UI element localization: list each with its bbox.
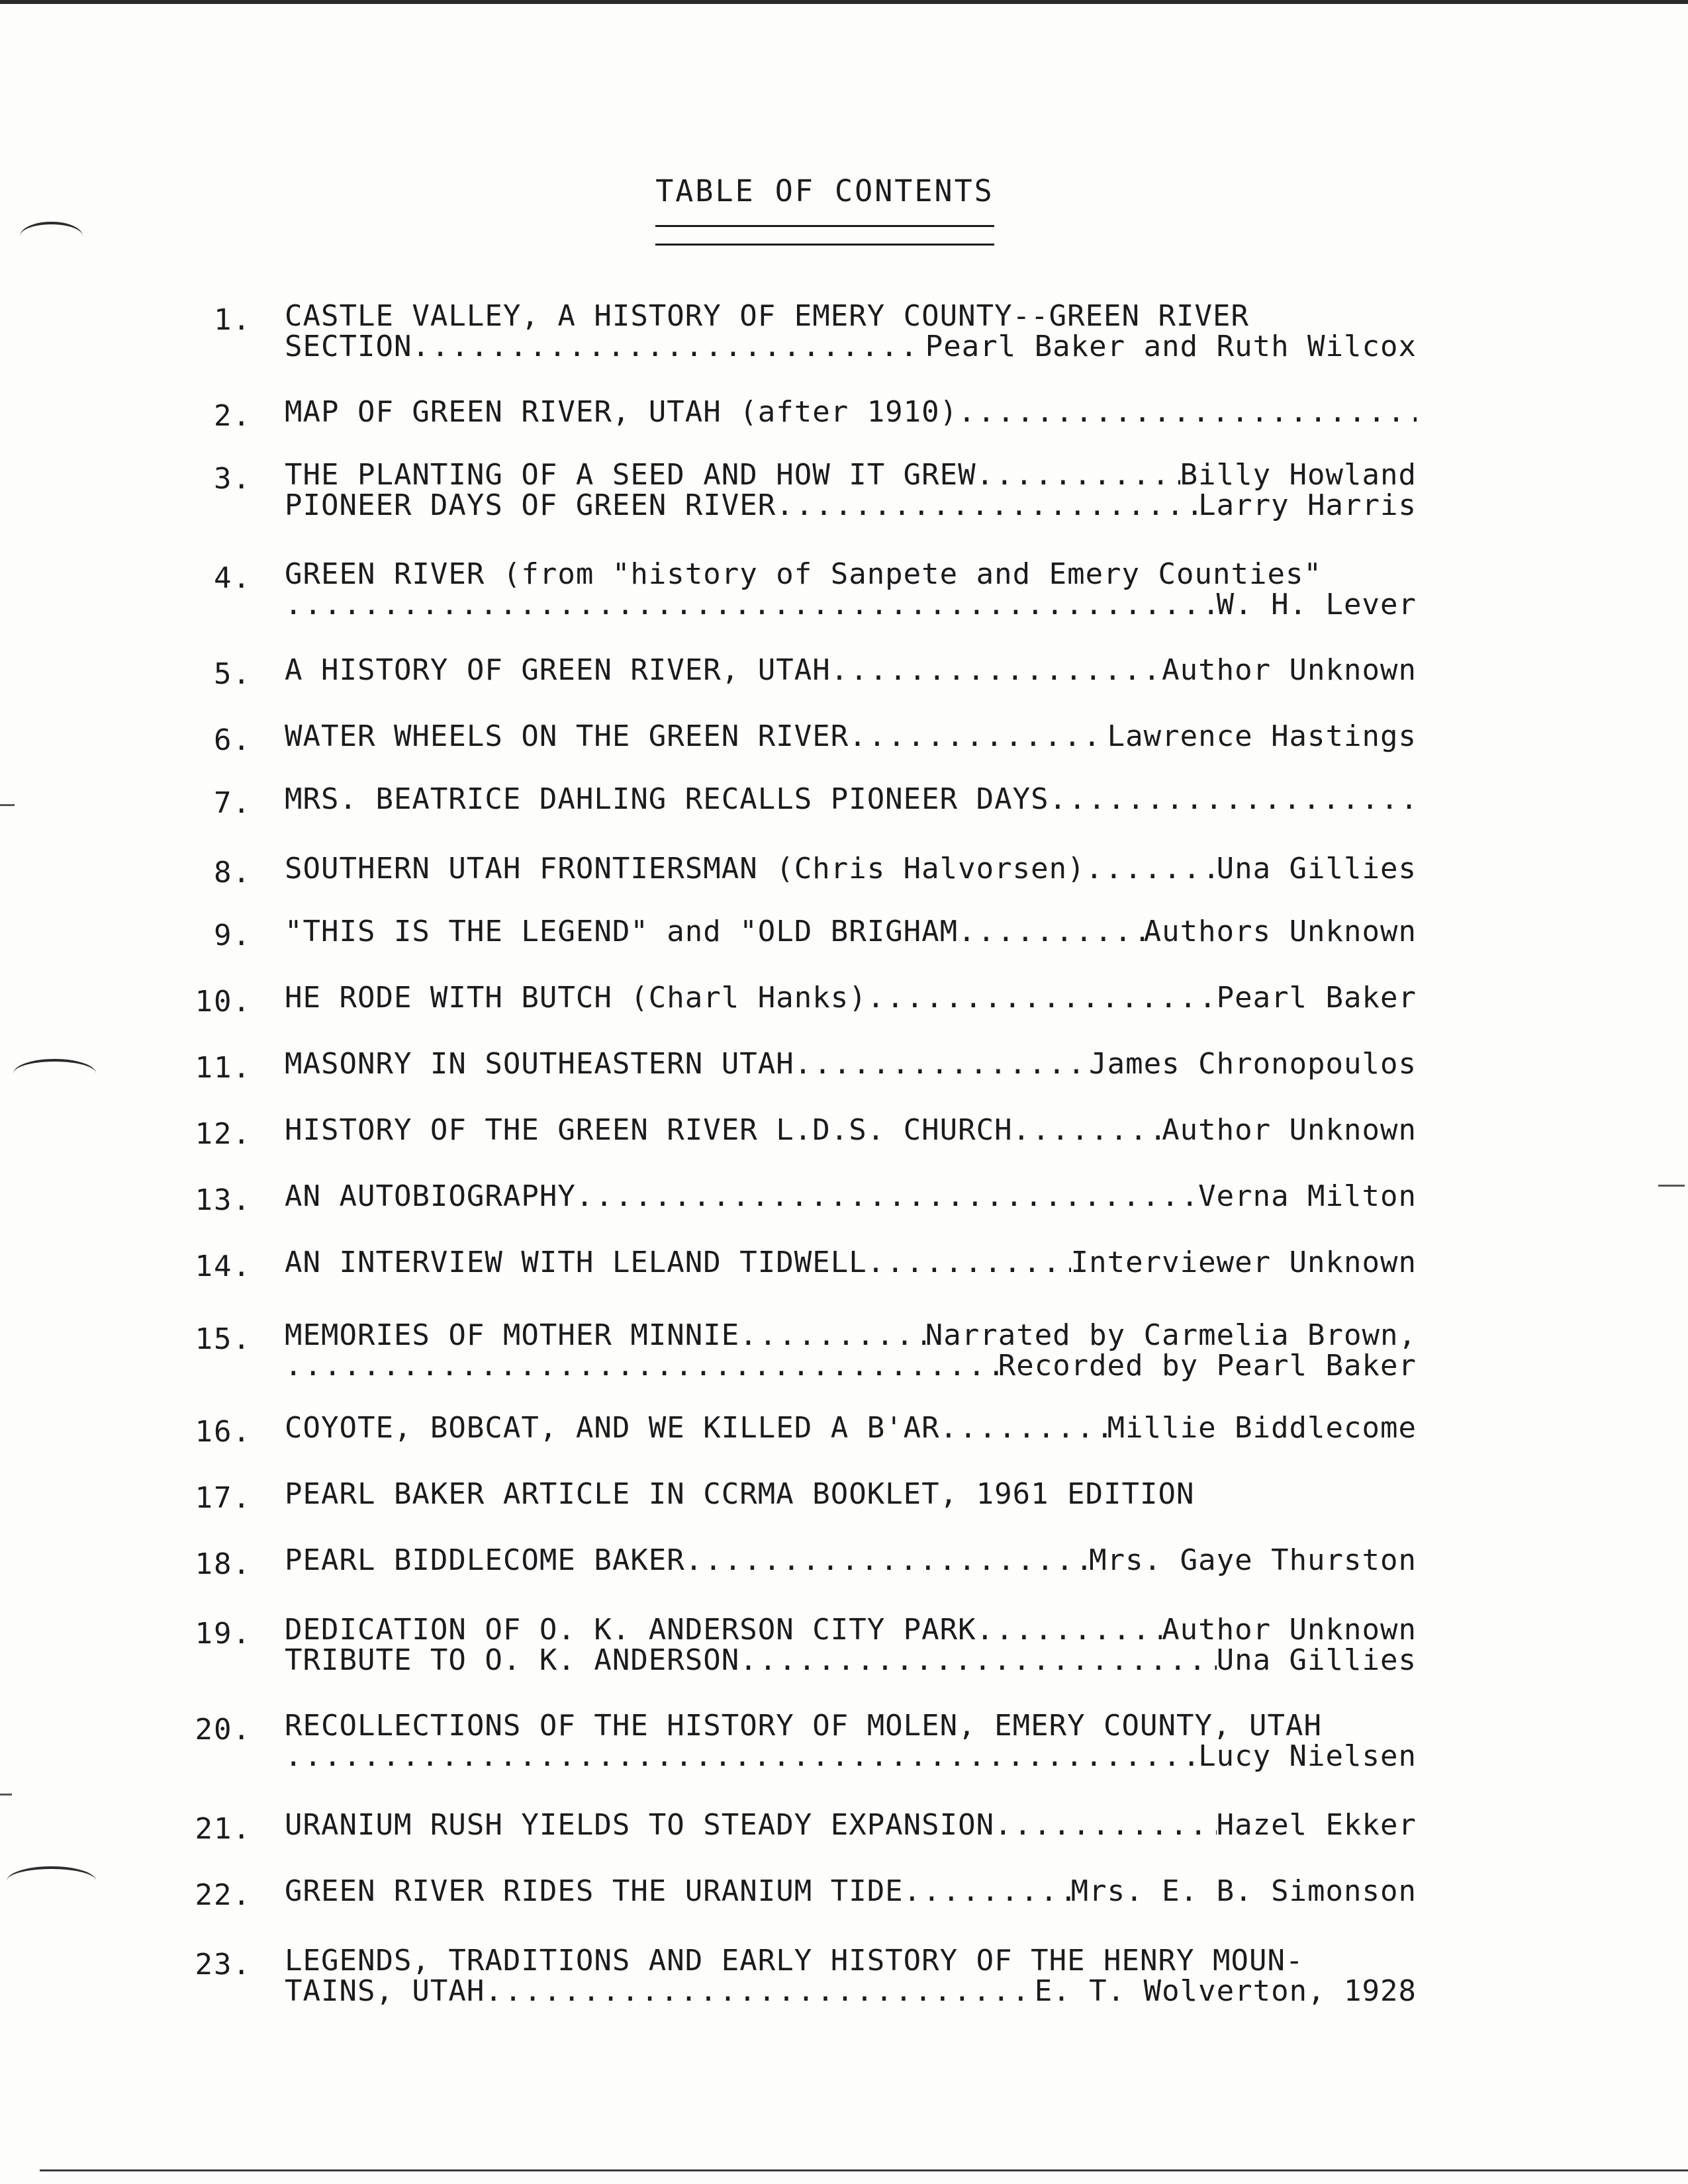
entry-number: 15. — [195, 1322, 252, 1356]
entry-line — [285, 1479, 1417, 1510]
dot-leader — [976, 1615, 1162, 1645]
dot-leader — [1086, 854, 1217, 884]
entry-line — [285, 1615, 1417, 1645]
dot-leader — [285, 590, 1217, 620]
entry-line — [285, 559, 1417, 590]
dot-leader — [412, 332, 925, 362]
entry-line — [285, 917, 1417, 947]
entry-number: 18. — [195, 1547, 252, 1581]
binder-hole-mark — [13, 1059, 96, 1088]
dot-leader — [739, 1320, 925, 1351]
entry-line — [285, 1248, 1417, 1278]
edge-tick — [0, 804, 15, 806]
entry-number: 12. — [195, 1117, 252, 1151]
entry-line — [285, 1049, 1417, 1079]
dot-leader — [285, 1741, 1198, 1772]
entry-author: Mrs. Gaye Thurston — [1089, 1543, 1417, 1577]
entry-title: MASONRY IN SOUTHEASTERN UTAH — [285, 1047, 794, 1081]
dot-leader — [739, 1645, 1216, 1676]
binder-hole-mark — [7, 1866, 96, 1895]
entry-author: Author Unknown — [1162, 653, 1417, 687]
entry-author: Una Gillies — [1216, 852, 1417, 886]
entry-author: E. T. Wolverton, 1928 — [1034, 1974, 1417, 2008]
entry-line — [285, 397, 1417, 428]
entry-number: 17. — [195, 1481, 252, 1515]
entry-author: Verna Milton — [1198, 1179, 1417, 1213]
entry-author: W. H. Lever — [1216, 588, 1417, 621]
dot-leader — [849, 721, 1107, 752]
entry-number: 14. — [195, 1250, 252, 1283]
entry-title: MAP OF GREEN RIVER, UTAH (after 1910) — [285, 395, 959, 429]
dot-leader — [867, 1248, 1071, 1278]
entry-line — [285, 490, 1417, 521]
edge-tick — [0, 1794, 12, 1796]
entry-number: 9. — [214, 919, 252, 952]
entry-line — [285, 1351, 1417, 1381]
entry-title: AN INTERVIEW WITH LELAND TIDWELL — [285, 1246, 867, 1279]
entry-title: "THIS IS THE LEGEND" and "OLD BRIGHAM — [285, 915, 959, 948]
entry-line — [285, 1545, 1417, 1576]
entry-title: RECOLLECTIONS OF THE HISTORY OF MOLEN, EMERY COUNTY, UTAH — [285, 1709, 1322, 1743]
dot-leader — [576, 1181, 1198, 1212]
entry-title: GREEN RIVER RIDES THE URANIUM TIDE — [285, 1874, 904, 1908]
entry-author: Lawrence Hastings — [1107, 719, 1417, 753]
entry-title: HISTORY OF THE GREEN RIVER L.D.S. CHURCH — [285, 1113, 1013, 1147]
entry-title: GREEN RIVER (from "history of Sanpete and Emery Counties" — [285, 557, 1322, 591]
entry-title: TAINS, UTAH — [285, 1974, 485, 2008]
entry-line — [285, 1645, 1417, 1676]
entry-line — [285, 1413, 1417, 1443]
entry-number: 2. — [214, 399, 252, 433]
dot-leader — [685, 1545, 1089, 1576]
entry-title: MRS. BEATRICE DAHLING RECALLS PIONEER DAYS — [285, 782, 1049, 816]
entry-line — [285, 983, 1417, 1013]
entry-line — [285, 1115, 1417, 1146]
dot-leader — [831, 655, 1162, 686]
entry-number: 11. — [195, 1051, 252, 1085]
entry-number: 20. — [195, 1713, 252, 1747]
entry-title: HE RODE WITH BUTCH (Charl Hanks) — [285, 981, 867, 1015]
entry-author: Una Gillies — [1216, 1643, 1417, 1677]
entry-title: PIONEER DAYS OF GREEN RIVER — [285, 488, 776, 522]
entry-line — [285, 1810, 1417, 1841]
dot-leader — [994, 1810, 1216, 1841]
dot-leader — [904, 1876, 1071, 1907]
entry-number: 1. — [214, 303, 252, 337]
dot-leader — [776, 490, 1198, 521]
entry-number: 4. — [214, 561, 252, 595]
entry-line — [285, 1320, 1417, 1351]
entry-title: PEARL BAKER ARTICLE IN CCRMA BOOKLET, 1961 EDITION — [285, 1477, 1195, 1511]
entry-title: LEGENDS, TRADITIONS AND EARLY HISTORY OF THE HENRY MOUN- — [285, 1944, 1304, 1978]
dot-leader — [1049, 784, 1417, 815]
entry-title: THE PLANTING OF A SEED AND HOW IT GREW — [285, 458, 976, 492]
entry-line — [285, 1946, 1417, 1976]
entry-line — [285, 784, 1417, 815]
entry-author: Hazel Ekker — [1216, 1808, 1417, 1842]
title-underline — [655, 225, 994, 227]
title-underline — [655, 244, 994, 246]
entry-number: 3. — [214, 462, 252, 496]
entry-number: 22. — [195, 1878, 252, 1912]
entry-title: TRIBUTE TO O. K. ANDERSON — [285, 1643, 740, 1677]
entry-author: Narrated by Carmelia Brown, — [925, 1318, 1417, 1352]
entry-line — [285, 1741, 1417, 1772]
entry-line — [285, 1976, 1417, 2007]
entry-title: DEDICATION OF O. K. ANDERSON CITY PARK — [285, 1613, 976, 1647]
entry-title: AN AUTOBIOGRAPHY — [285, 1179, 576, 1213]
dot-leader — [485, 1976, 1034, 2007]
entry-number: 13. — [195, 1183, 252, 1217]
entry-author: Authors Unknown — [1143, 915, 1417, 948]
entry-author: Lucy Nielsen — [1198, 1739, 1417, 1773]
entry-author: Mrs. E. B. Simonson — [1070, 1874, 1417, 1908]
entry-author: Interviewer Unknown — [1070, 1246, 1417, 1279]
entry-number: 7. — [214, 786, 252, 820]
page-bottom-edge — [40, 2169, 1688, 2171]
entry-number: 16. — [195, 1415, 252, 1449]
entry-author: Pearl Baker — [1216, 981, 1417, 1015]
entry-title: CASTLE VALLEY, A HISTORY OF EMERY COUNTY--GREEN RIVER — [285, 299, 1249, 333]
entry-line — [285, 590, 1417, 620]
binder-hole-mark — [20, 222, 83, 251]
entry-number: 21. — [195, 1812, 252, 1846]
entry-line — [285, 460, 1417, 490]
entry-line — [285, 301, 1417, 332]
entry-number: 10. — [195, 985, 252, 1019]
entry-author: Millie Biddlecome — [1107, 1411, 1417, 1445]
edge-tick — [1658, 1185, 1685, 1187]
dot-leader — [958, 917, 1144, 947]
entry-author: Author Unknown — [1162, 1113, 1417, 1147]
entry-number: 8. — [214, 856, 252, 889]
page-top-edge — [0, 0, 1688, 4]
page-title: TABLE OF CONTENTS — [655, 173, 994, 208]
entry-author: James Chronopoulos — [1089, 1047, 1417, 1081]
entry-number: 5. — [214, 657, 252, 691]
entry-author: Recorded by Pearl Baker — [998, 1349, 1417, 1383]
dot-leader — [285, 1351, 998, 1381]
entry-author: Pearl Baker and Ruth Wilcox — [925, 330, 1417, 363]
entry-title: MEMORIES OF MOTHER MINNIE — [285, 1318, 740, 1352]
dot-leader — [1013, 1115, 1162, 1146]
entry-author: Billy Howland — [1180, 458, 1417, 492]
entry-title: PEARL BIDDLECOME BAKER — [285, 1543, 685, 1577]
entry-line — [285, 1876, 1417, 1907]
dot-leader — [794, 1049, 1089, 1079]
entry-line — [285, 1711, 1417, 1741]
entry-title: URANIUM RUSH YIELDS TO STEADY EXPANSION — [285, 1808, 995, 1842]
entry-author: Larry Harris — [1198, 488, 1417, 522]
entry-title: SOUTHERN UTAH FRONTIERSMAN (Chris Halvorsen) — [285, 852, 1086, 886]
dot-leader — [976, 460, 1180, 490]
entry-number: 6. — [214, 723, 252, 757]
entry-number: 19. — [195, 1617, 252, 1651]
entry-number: 23. — [195, 1948, 252, 1981]
entry-line — [285, 332, 1417, 362]
entry-title: COYOTE, BOBCAT, AND WE KILLED A B'AR — [285, 1411, 940, 1445]
entry-author: Author Unknown — [1162, 1613, 1417, 1647]
entry-title: A HISTORY OF GREEN RIVER, UTAH — [285, 653, 831, 687]
entry-line — [285, 655, 1417, 686]
dot-leader — [958, 397, 1417, 428]
dot-leader — [867, 983, 1217, 1013]
dot-leader — [940, 1413, 1107, 1443]
entry-line — [285, 854, 1417, 884]
entry-line — [285, 1181, 1417, 1212]
entry-title: SECTION — [285, 330, 412, 363]
entry-line — [285, 721, 1417, 752]
entry-title: WATER WHEELS ON THE GREEN RIVER — [285, 719, 849, 753]
